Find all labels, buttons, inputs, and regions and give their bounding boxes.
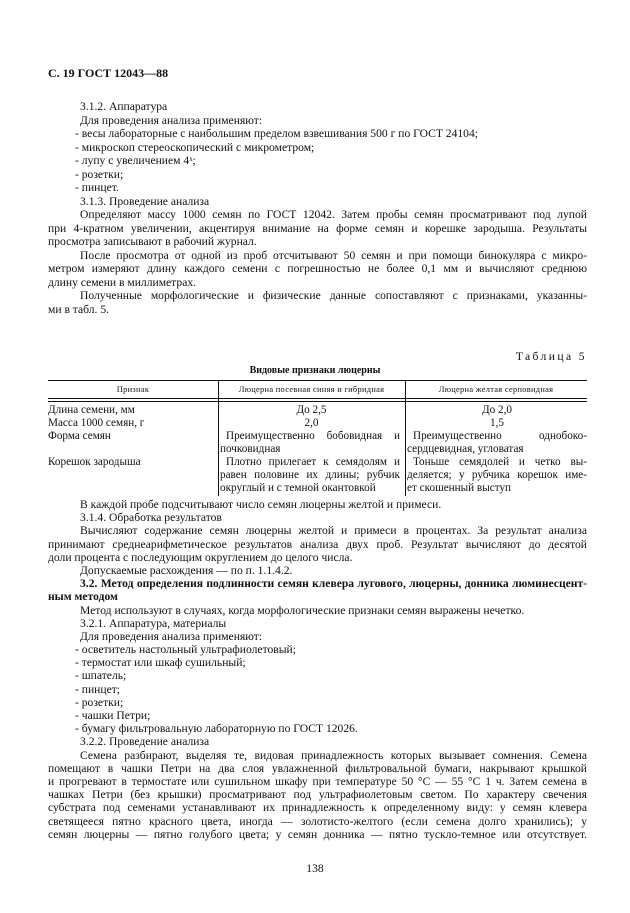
list-item: - бумагу фильтровальную лабораторную по ГОСТ 12026. [75, 722, 358, 736]
column-divider [218, 380, 219, 496]
list-item: - шпатель; [75, 669, 127, 683]
section-3-1-4-to-3-2-2 [48, 498, 587, 841]
table-cell: Масса 1000 семян, г [48, 417, 145, 429]
paragraph-line: После просмотра от одной из проб отсчитывают 50 семян и при помощи бинокуляра с микро- [80, 248, 587, 262]
section-3-1-2 [48, 100, 587, 316]
table-cell: Тоньше семядолей и четко вы- [413, 456, 587, 468]
column-header: Люцерна посевная синяя и гибридная [238, 385, 385, 394]
table-cell: 2,0 [304, 417, 319, 429]
table-cell: Длина семени, мм [48, 404, 135, 416]
column-blue-values [220, 404, 403, 430]
table-cell: До 2,0 [481, 404, 512, 416]
list-item: - лупу с увеличением 4ˣ; [75, 154, 196, 167]
column-yellow-values [407, 404, 587, 430]
paragraph-line: 3.2. Метод определения подлинности семян клевера лугового, люцерны, донника люминесцент- [80, 577, 587, 591]
text-line: Для проведения анализа применяют: [80, 629, 263, 643]
paragraph-line: субстрата под семенами устанавливают их принадлежность к определенному виду: у семян клевера [48, 801, 587, 815]
paragraph-line: помещают в чашки Петри на два слоя увлажненной фильтровальной бумаги, накрывают крышкой [48, 761, 587, 775]
table-header-rule [48, 398, 587, 402]
list-item: - микроскоп стереоскопический с микрометром; [75, 140, 315, 154]
text-line: Метод используют в случаях, когда морфологические признаки семян выражены нечетко. [80, 603, 525, 617]
paragraph-line: ми в табл. 5. [48, 302, 110, 316]
table-cell: равен половине их длины; рубчик [220, 469, 400, 481]
table-cell: Корешок зародыша [48, 456, 141, 468]
text-line: В каждой пробе подсчитывают число семян люцерны желтой и примеси. [80, 498, 442, 511]
text-line: 3.1.2. Аппаратура [80, 100, 168, 113]
table-cell: ет скошенный выступ [407, 482, 512, 494]
table-cell [48, 443, 216, 456]
table-cell: почковидная [220, 443, 281, 455]
text-line: 3.2.2. Проведение анализа [80, 735, 210, 749]
page-header: С. 19 ГОСТ 12043—88 [48, 66, 169, 80]
column-blue-text [220, 430, 400, 495]
text-line: Для проведения анализа применяют: [80, 113, 263, 127]
paragraph-line: доли процента с последующим округлением до целого числа. [48, 550, 353, 564]
table-cell: Плотно прилегает к семядолям и [226, 456, 400, 468]
list-item: - термостат или шкаф сушильный; [75, 656, 246, 670]
table-cell: 1,5 [490, 417, 504, 429]
table-cell: Форма семян [48, 430, 111, 442]
paragraph-line: Полученные морфологические и физические данные сопоставляют с признаками, указанны- [80, 289, 587, 302]
page-number: 138 [306, 862, 324, 875]
paragraph-line: Семена разбирают, выделяя те, видовая принадлежность которых вызывает сомнения. Семена [80, 748, 587, 762]
text-line: 3.1.3. Проведение анализа [80, 194, 210, 208]
paragraph-line: ным методом [48, 590, 118, 604]
paragraph-line: Определяют массу 1000 семян по ГОСТ 12042. Затем пробы семян просматривают под лупой [80, 208, 587, 221]
table-cell: деляется; у рубчика корешок име- [407, 469, 587, 481]
table-cell: До 2,5 [296, 404, 327, 416]
paragraph-line: принимают среднеарифметическое результатов анализа двух проб. Результат вычисляют до десятой [48, 537, 587, 551]
paragraph-line: Вычисляют содержание семян люцерны желтой и примеси в процентах. За результат анализа [80, 524, 587, 538]
paragraph-line: при 4-кратном увеличении, акцентируя внимание на форме семян и корешке зародыша. Результаты [48, 221, 587, 235]
list-item: - пинцет; [75, 682, 121, 696]
text-line: 3.1.4. Обработка результатов [80, 511, 222, 525]
table-top-rule [48, 380, 587, 381]
paragraph-line: и прогревают в термостате или сушильном шкафу при температуре 50 °С — 55 °С 1 ч. Затем семена в [48, 774, 587, 788]
column-header: Признак [116, 385, 150, 394]
paragraph-line: семян люцерны — пятно голубого цвета; у семян донника — пятно тускло-темное или отсутствует. [48, 827, 587, 841]
paragraph-line: просмотра записывают в рабочий журнал. [48, 235, 257, 248]
column-divider [405, 380, 406, 496]
list-item: - чашки Петри; [75, 709, 151, 722]
column-trait [48, 404, 216, 469]
list-item: - осветитель настольный ультрафиолетовый; [75, 643, 296, 657]
table-caption: Видовые признаки люцерны [249, 365, 381, 376]
table-cell: Преимущественно однобоко- [413, 430, 587, 442]
table-cell: округлый и с темной окантовкой [220, 482, 376, 494]
list-item: - розетки; [75, 695, 124, 709]
list-item: - пинцет. [75, 181, 119, 194]
table-cell: Преимущественно бобовидная и [226, 430, 400, 442]
paragraph-line: светящееся пятно красного цвета, иногда — золотисто-желтого (если семена долго хранились); у [48, 814, 587, 828]
table-cell: сердцевидная, угловатая [407, 443, 524, 455]
text-line: 3.2.1. Аппаратура, материалы [80, 616, 227, 630]
table-5 [48, 380, 587, 496]
table-label: Таблица 5 [515, 350, 587, 363]
paragraph-line: длину семени в миллиметрах. [48, 275, 197, 289]
column-header: Люцерна желтая серповидная [438, 385, 554, 394]
list-item: - весы лабораторные с наибольшим пределом взвешивания 500 г по ГОСТ 24104; [75, 127, 479, 140]
paragraph-line: чашках Петри (без крышки) просматривают под ультрафиолетовым светом. По характеру свечения [48, 788, 587, 802]
list-item: - розетки; [75, 167, 124, 181]
text-line: Допускаемые расхождения — по п. 1.1.4.2. [80, 563, 293, 577]
paragraph-line: метром измеряют длину каждого семени с погрешностью не более 0,1 мм и вычисляют среднюю [48, 262, 587, 275]
column-yellow-text [407, 430, 587, 495]
